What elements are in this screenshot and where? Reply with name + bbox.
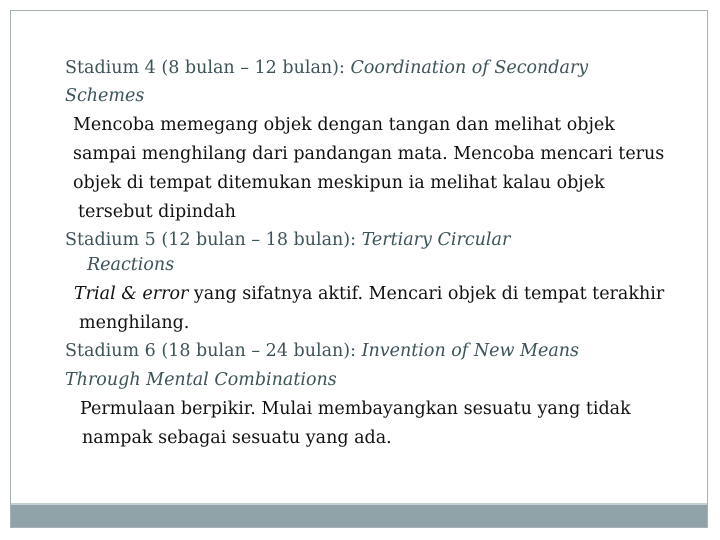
stage-4-body-line-2: sampai menghilang dari pandangan mata. Mencoba mencari terus — [73, 144, 665, 164]
stage-5-heading — [65, 228, 510, 252]
stage-6-heading — [65, 339, 579, 363]
stage-4-body-line-3: objek di tempat ditemukan meskipun ia melihat kalau objek — [73, 173, 605, 193]
stage-5-heading-title-cont: Reactions — [87, 255, 175, 275]
stage-6-heading-cont — [65, 368, 337, 392]
stage-5-body-italic: Trial & error — [74, 284, 189, 304]
footer-bar — [11, 503, 707, 527]
stage-6-heading-title: Invention of New Means — [361, 341, 580, 361]
stage-6-body-line-2: nampak sebagai sesuatu yang ada. — [82, 428, 392, 448]
stage-4-body-line-1: Mencoba memegang objek dengan tangan dan melihat objek — [73, 115, 615, 135]
stage-4-heading — [65, 56, 588, 80]
stage-4-heading-title-cont: Schemes — [65, 86, 145, 106]
stage-5-heading-title: Tertiary Circular — [361, 230, 511, 250]
stage-4-heading-title: Coordination of Secondary — [350, 58, 589, 78]
stage-4-body-line-4: tersebut dipindah — [78, 202, 236, 222]
stage-4-heading-prefix: Stadium 4 (8 bulan – 12 bulan): — [65, 58, 351, 78]
stage-6-body-line-1: Permulaan berpikir. Mulai membayangkan sesuatu yang tidak — [80, 399, 631, 419]
stage-6-heading-title-cont: Through Mental Combinations — [65, 370, 337, 390]
stage-5-body-line-1 — [74, 282, 664, 306]
stage-5-body-line-2: menghilang. — [79, 313, 190, 333]
stage-6-heading-prefix: Stadium 6 (18 bulan – 24 bulan): — [65, 341, 362, 361]
stage-4-heading-cont — [65, 84, 144, 108]
stage-5-heading-cont — [87, 253, 174, 277]
stage-5-heading-prefix: Stadium 5 (12 bulan – 18 bulan): — [65, 230, 362, 250]
stage-5-body-rest: yang sifatnya aktif. Mencari objek di tempat terakhir — [188, 284, 665, 304]
